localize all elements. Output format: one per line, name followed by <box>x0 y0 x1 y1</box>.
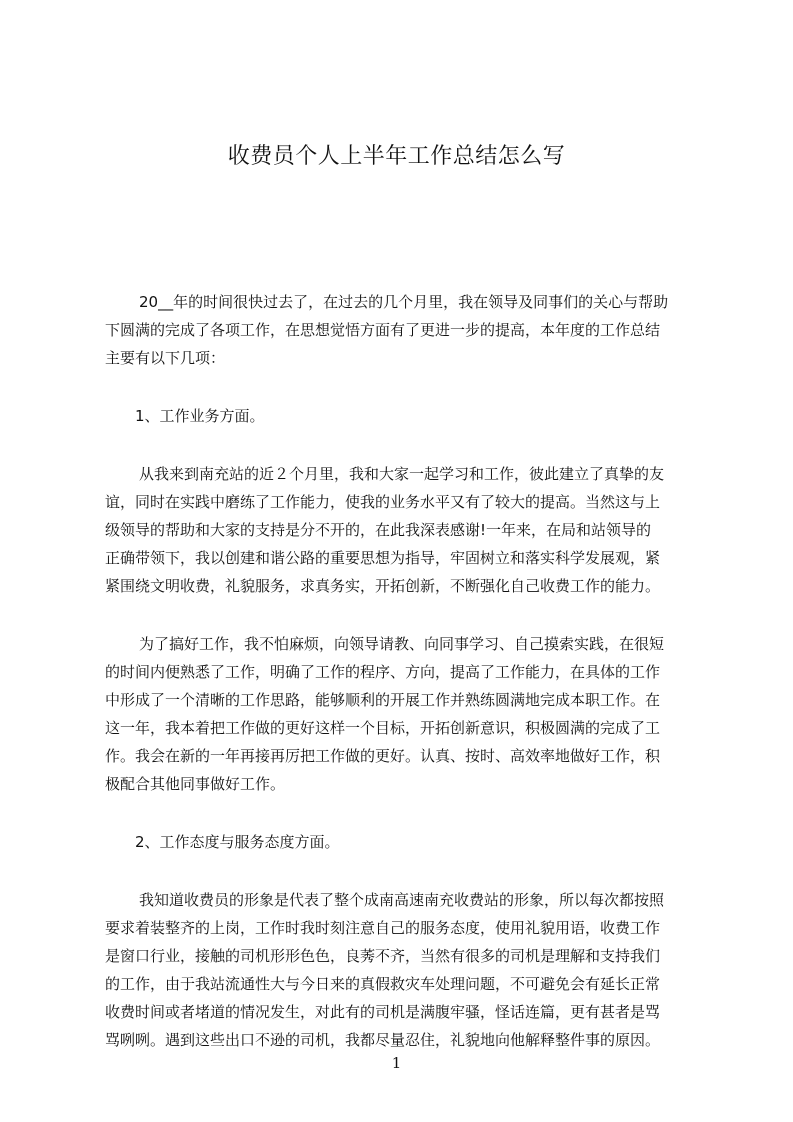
text-line: 中形成了一个清晰的工作思路，能够顺利的开展工作并熟练圆满地完成本职工作。在 <box>105 691 661 709</box>
page-number: 1 <box>391 1054 402 1072</box>
text-line: 的工作，由于我站流通性大与今日来的真假救灾车处理问题，不可避免会有延长正常 <box>105 975 661 993</box>
text-line: 级领导的帮助和大家的支持是分不开的，在此我深表感谢!一年来，在局和站领导的 <box>105 521 652 539</box>
text-line: 从我来到南充站的近２个月里，我和大家一起学习和工作，彼此建立了真挚的友 <box>139 465 665 483</box>
section-1-paragraph-2 <box>105 630 699 798</box>
text-line: 下圆满的完成了各项工作，在思想觉悟方面有了更进一步的提高，本年度的工作总结 <box>105 321 661 339</box>
intro-paragraph <box>105 288 699 372</box>
text-line: 是窗口行业，接触的司机形形色色，良莠不齐，当然有很多的司机是理解和支持我们 <box>105 947 661 965</box>
text-line: 我知道收费员的形象是代表了整个成南高速南充收费站的形象，所以每次都按照 <box>139 891 665 909</box>
text-line: 谊，同时在实践中磨练了工作能力，使我的业务水平又有了较大的提高。当然这与上 <box>105 493 661 511</box>
text-line: 极配合其他同事做好工作。 <box>105 775 286 793</box>
section-1-paragraph-1 <box>105 460 699 600</box>
text-line: 作。我会在新的一年再接再厉把工作做的更好。认真、按时、高效率地做好工作，积 <box>105 747 661 765</box>
text-line: 紧围绕文明收费，礼貌服务，求真务实，开拓创新，不断强化自己收费工作的能力。 <box>105 577 661 595</box>
section-2-heading: 2、工作态度与服务态度方面。 <box>135 833 340 851</box>
text-line: 骂咧咧。遇到这些出口不逊的司机，我都尽量忍住，礼貌地向他解释整件事的原因。 <box>105 1031 661 1049</box>
text-line: 20__年的时间很快过去了，在过去的几个月里，我在领导及同事们的关心与帮助 <box>139 293 669 311</box>
text-line: 这一年，我本着把工作做的更好这样一个目标，开拓创新意识，积极圆满的完成了工 <box>105 719 661 737</box>
text-line: 收费时间或者堵道的情况发生，对此有的司机是满腹牢骚，怪话连篇，更有甚者是骂 <box>105 1003 661 1021</box>
section-1-heading: 1、工作业务方面。 <box>135 407 265 425</box>
text-line: 正确带领下，我以创建和谐公路的重要思想为指导，牢固树立和落实科学发展观，紧 <box>105 549 661 567</box>
page-title: 收费员个人上半年工作总结怎么写 <box>227 144 566 169</box>
text-line: 主要有以下几项： <box>105 349 226 367</box>
document-body <box>105 288 699 1084</box>
text-line: 的时间内便熟悉了工作，明确了工作的程序、方向，提高了工作能力，在具体的工作 <box>105 663 661 681</box>
text-line: 要求着装整齐的上岗，工作时我时刻注意自己的服务态度，使用礼貌用语，收费工作 <box>105 919 661 937</box>
section-2-paragraph-1 <box>105 886 699 1054</box>
text-line: 为了搞好工作，我不怕麻烦，向领导请教、向同事学习、自己摸索实践，在很短 <box>139 635 665 653</box>
